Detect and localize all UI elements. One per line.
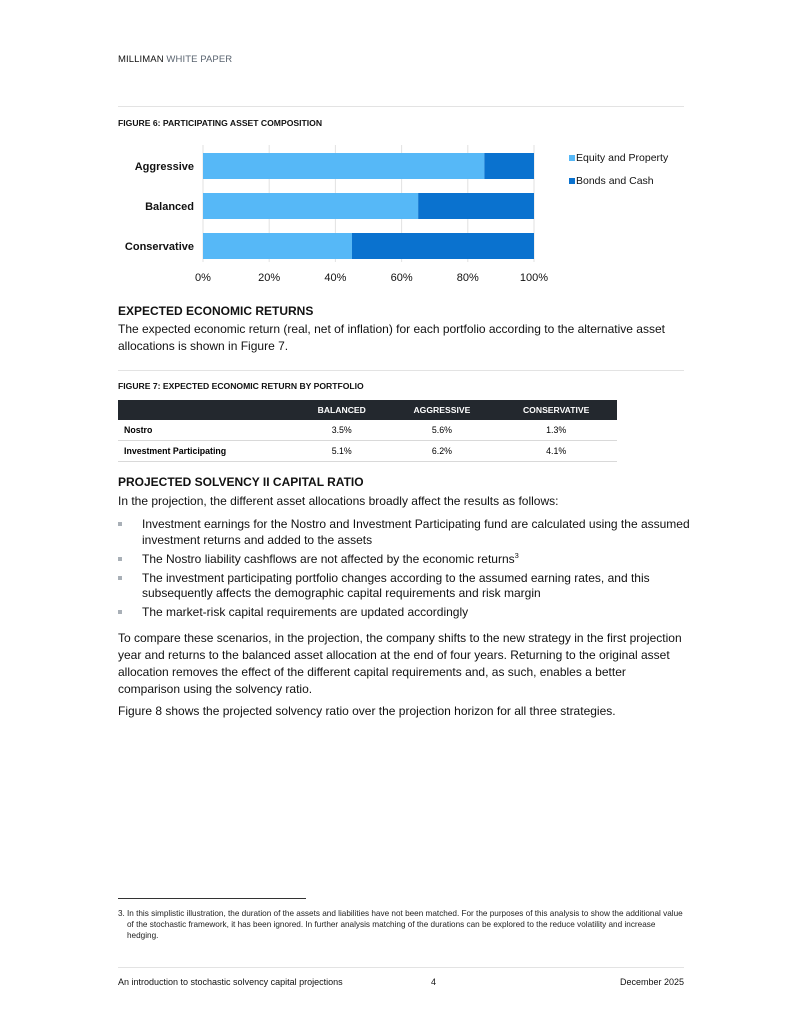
divider [118, 106, 684, 107]
list-item-text: The Nostro liability cashflows are not affected by the economic returns [142, 551, 515, 566]
table-cell: 4.1% [495, 441, 617, 462]
returns-table [118, 400, 617, 462]
row-label: Investment Participating [118, 441, 295, 462]
category-label: Conservative [124, 241, 194, 253]
figure-6-title: FIGURE 6: PARTICIPATING ASSET COMPOSITION [118, 118, 323, 128]
divider [118, 370, 684, 371]
legend-label: Equity and Property [576, 152, 669, 164]
bullet-icon [118, 522, 122, 526]
row-label: Nostro [118, 420, 295, 441]
footnote-text: In this simplistic illustration, the duration of the assets and liabilities have not been matched. For the purposes of this analysis to show the additional value of the stochastic framework, it has been ignored. In further analysis matching of the durations can be explored to the reduce volatility and increase hedging. [127, 909, 683, 940]
list-item-text: Investment earnings for the Nostro and Investment Participating fund are calculated using the assumed investment returns and added to the assets [142, 517, 690, 547]
bullet-icon [118, 610, 122, 614]
header-brand: MILLIMAN [118, 54, 164, 65]
table-header-cell: CONSERVATIVE [495, 400, 617, 420]
asset-composition-chart [118, 140, 684, 290]
bullet-icon [118, 576, 122, 580]
legend-swatch [569, 178, 575, 184]
table-cell: 3.5% [295, 420, 388, 441]
bar [203, 153, 484, 179]
table-header-row [118, 400, 617, 420]
list-item [118, 605, 690, 621]
footer-date: December 2025 [619, 977, 684, 987]
tick-label: 0% [195, 272, 211, 284]
table-header-cell: AGGRESSIVE [388, 400, 495, 420]
footer-divider [118, 967, 684, 968]
section-heading-returns: EXPECTED ECONOMIC RETURNS [118, 304, 314, 318]
list-item [118, 552, 690, 568]
table-cell: 5.6% [388, 420, 495, 441]
bar [203, 193, 418, 219]
footnote [118, 908, 684, 941]
page-number: 4 [431, 977, 437, 987]
list-item-text: The market-risk capital requirements are updated accordingly [142, 605, 469, 619]
table-row [118, 420, 617, 441]
tick-label: 40% [324, 272, 347, 284]
page-header [118, 54, 232, 65]
list-item [118, 517, 690, 548]
bar [352, 233, 534, 259]
figure-8-paragraph: Figure 8 shows the projected solvency ratio over the projection horizon for all three strategies. [118, 704, 616, 718]
bar [418, 193, 534, 219]
returns-paragraph: The expected economic return (real, net of inflation) for each portfolio according to the alternative asset allocations is shown in Figure 7. [118, 322, 665, 353]
bar [484, 153, 534, 179]
bar [203, 233, 352, 259]
table-cell: 6.2% [388, 441, 495, 462]
table-cell: 5.1% [295, 441, 388, 462]
list-item-text: The investment participating portfolio changes according to the assumed earning rates, and this subsequently affects the demographic capital requirements and risk margin [142, 570, 650, 600]
legend-label: Bonds and Cash [576, 175, 654, 187]
bullet-list [118, 517, 690, 624]
footnote-number: 3. [118, 909, 125, 918]
footer-title: An introduction to stochastic solvency capital projections [118, 977, 343, 987]
bullet-icon [118, 557, 122, 561]
table-header-cell [118, 400, 295, 420]
tick-label: 80% [456, 272, 479, 284]
table-header-cell: BALANCED [295, 400, 388, 420]
tick-label: 20% [258, 272, 281, 284]
tick-label: 100% [519, 272, 549, 284]
category-label: Aggressive [134, 161, 194, 173]
footnote-divider [118, 898, 306, 899]
table-row [118, 441, 617, 462]
tick-label: 60% [390, 272, 413, 284]
section-heading-solvency: PROJECTED SOLVENCY II CAPITAL RATIO [118, 475, 364, 489]
list-item [118, 571, 690, 602]
comparison-paragraph: To compare these scenarios, in the projection, the company shifts to the new strategy in the first projection year and returns to the balanced asset allocation at the end of four years. Returning to the original asset allocation removes the effect of the different capital requirements and, as such, enables a better comparison using the solvency ratio. [118, 631, 682, 696]
legend-swatch [569, 155, 575, 161]
category-label: Balanced [145, 201, 194, 213]
table-cell: 1.3% [495, 420, 617, 441]
figure-7-title: FIGURE 7: EXPECTED ECONOMIC RETURN BY PORTFOLIO [118, 381, 364, 391]
footnote-reference[interactable]: 3 [514, 550, 519, 560]
header-subtitle: WHITE PAPER [166, 54, 233, 65]
solvency-intro: In the projection, the different asset allocations broadly affect the results as follows: [118, 494, 559, 508]
